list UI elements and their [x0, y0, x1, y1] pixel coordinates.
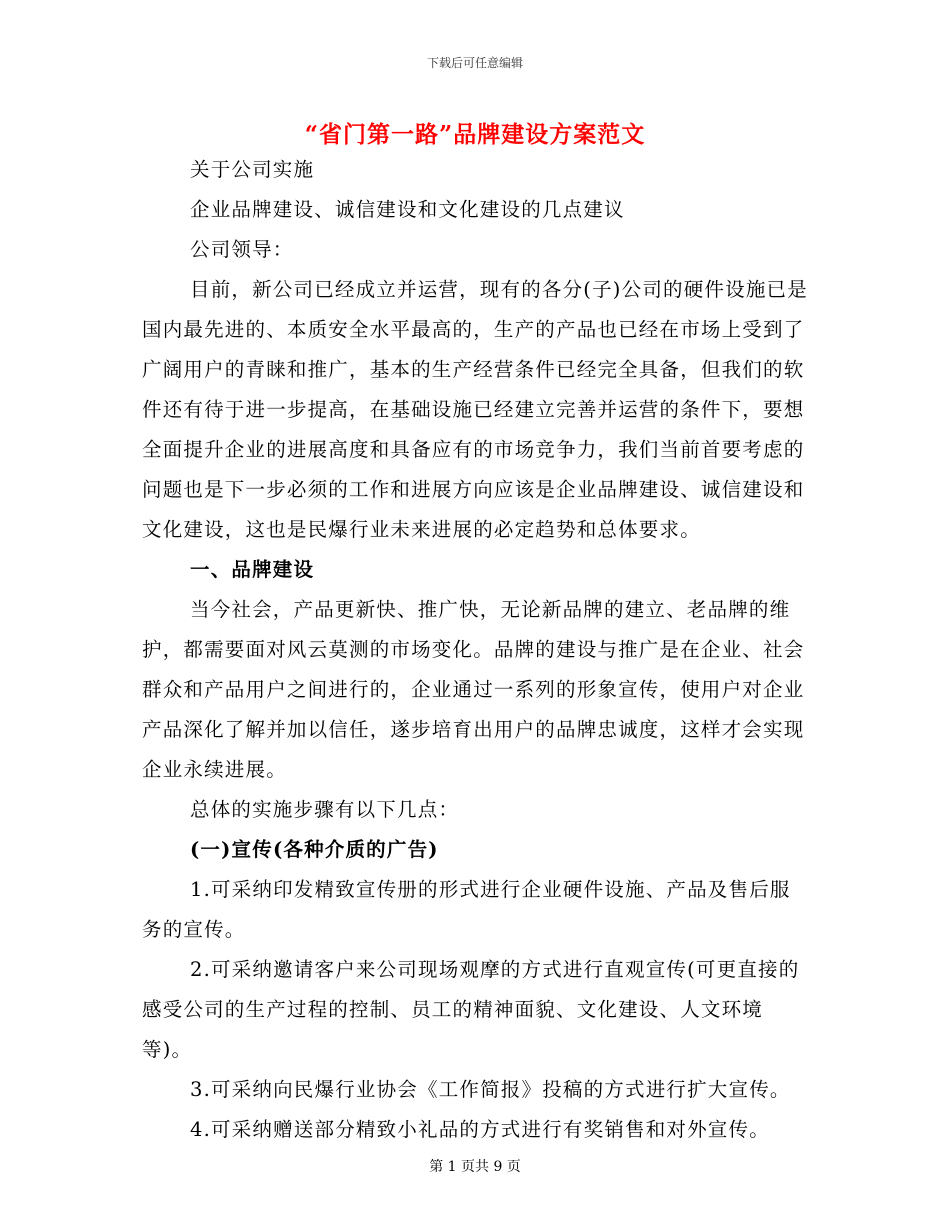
- document-body: [142, 150, 810, 1150]
- page-footer-number: 第 1 页共 9 页: [429, 1159, 521, 1175]
- paragraph-subject-line-1: 关于公司实施: [190, 158, 315, 181]
- document-title: “省门第一路”品牌建设方案范文: [304, 121, 646, 148]
- list-item-2: 2.可采纳邀请客户来公司现场观摩的方式进行直观宣传(可更直接的感受公司的生产过程的控制、员工的精神面貌、文化建设、人文环境等)。: [142, 958, 800, 1061]
- paragraph-intro: 目前，新公司已经成立并运营，现有的各分(子)公司的硬件设施已是国内最先进的、本质安全水平最高的，生产的产品也已经在市场上受到了广阔用户的青睐和推广，基本的生产经营条件已经完全具备，但我们的软件还有待于进一步提高，在基础设施已经建立完善并运营的条件下，要想全面提升企业的进展高度和具备应有的市场竞争力，我们当前首要考虑的问题也是下一步必须的工作和进展方向应该是企业品牌建设、诚信建设和文化建设，这也是民爆行业未来进展的必定趋势和总体要求。: [142, 278, 808, 541]
- list-item-4: 4.可采纳赠送部分精致小礼品的方式进行有奖销售和对外宣传。: [190, 1118, 770, 1141]
- subheading-promotion: (一)宣传(各种介质的广告): [190, 838, 439, 861]
- paragraph-subject-line-2: 企业品牌建设、诚信建设和文化建设的几点建议: [190, 198, 625, 221]
- list-item-1: 1.可采纳印发精致宣传册的形式进行企业硬件设施、产品及售后服务的宣传。: [142, 878, 791, 941]
- section-heading-brand: 一、品牌建设: [190, 558, 315, 581]
- list-item-3: 3.可采纳向民爆行业协会《工作简报》投稿的方式进行扩大宣传。: [190, 1078, 791, 1101]
- paragraph-salutation: 公司领导：: [190, 238, 294, 261]
- paragraph-brand: 当今社会，产品更新快、推广快，无论新品牌的建立、老品牌的维护，都需要面对风云莫测的市场变化。品牌的建设与推广是在企业、社会群众和产品用户之间进行的，企业通过一系列的形象宣传，使用户对企业产品深化了解并加以信任，遂步培育出用户的品牌忠诚度，这样才会实现企业永续进展。: [142, 598, 805, 781]
- page-header-note: 下载后可任意编辑: [426, 56, 523, 70]
- paragraph-steps-intro: 总体的实施步骤有以下几点：: [190, 798, 460, 821]
